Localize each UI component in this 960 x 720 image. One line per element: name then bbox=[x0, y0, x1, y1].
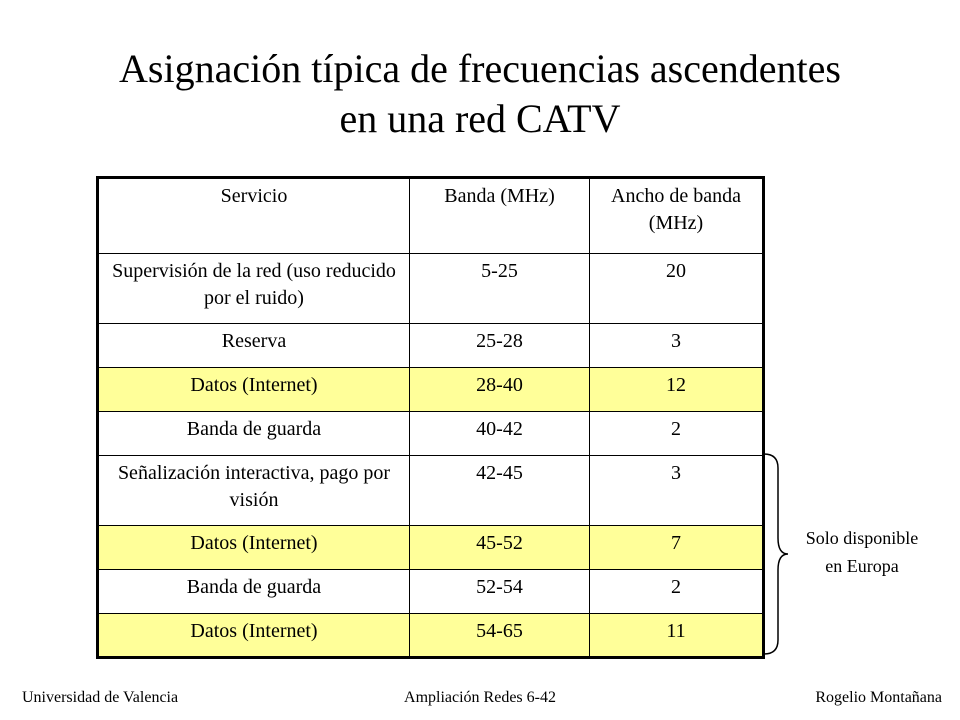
footer-author: Rogelio Montañana bbox=[815, 689, 942, 706]
cell-servicio: Datos (Internet) bbox=[98, 614, 410, 658]
header-banda: Banda (MHz) bbox=[410, 178, 590, 254]
slide-title-line-1: Asignación típica de frecuencias ascendentes bbox=[119, 46, 841, 91]
europe-only-note bbox=[772, 524, 952, 580]
cell-servicio: Banda de guarda bbox=[98, 570, 410, 614]
header-ancho: Ancho de banda (MHz) bbox=[590, 178, 764, 254]
cell-ancho: 11 bbox=[590, 614, 764, 658]
cell-servicio: Supervisión de la red (uso reducido por el ruido) bbox=[98, 254, 410, 324]
frequency-allocation-table bbox=[96, 176, 765, 659]
cell-servicio: Datos (Internet) bbox=[98, 368, 410, 412]
cell-banda: 28-40 bbox=[410, 368, 590, 412]
slide-title-line-2: en una red CATV bbox=[339, 96, 621, 141]
cell-ancho: 2 bbox=[590, 570, 764, 614]
table-row-highlighted bbox=[98, 368, 764, 412]
cell-ancho: 3 bbox=[590, 324, 764, 368]
cell-banda: 54-65 bbox=[410, 614, 590, 658]
cell-ancho: 3 bbox=[590, 456, 764, 526]
cell-servicio: Datos (Internet) bbox=[98, 526, 410, 570]
slide-title bbox=[0, 44, 960, 144]
footer-institution: Universidad de Valencia bbox=[22, 689, 179, 706]
table-row bbox=[98, 412, 764, 456]
table-row bbox=[98, 456, 764, 526]
cell-servicio: Banda de guarda bbox=[98, 412, 410, 456]
table-row bbox=[98, 324, 764, 368]
table-header-row bbox=[98, 178, 764, 254]
cell-banda: 40-42 bbox=[410, 412, 590, 456]
table-row bbox=[98, 254, 764, 324]
cell-ancho: 2 bbox=[590, 412, 764, 456]
cell-ancho: 12 bbox=[590, 368, 764, 412]
table-row-highlighted bbox=[98, 526, 764, 570]
table-row-highlighted bbox=[98, 614, 764, 658]
cell-ancho: 20 bbox=[590, 254, 764, 324]
footer-slide-number: Ampliación Redes 6-42 bbox=[404, 689, 556, 706]
cell-banda: 45-52 bbox=[410, 526, 590, 570]
table-row bbox=[98, 570, 764, 614]
cell-servicio: Señalización interactiva, pago por visión bbox=[98, 456, 410, 526]
cell-banda: 5-25 bbox=[410, 254, 590, 324]
note-line-2: en Europa bbox=[825, 556, 899, 576]
cell-banda: 42-45 bbox=[410, 456, 590, 526]
cell-servicio: Reserva bbox=[98, 324, 410, 368]
cell-banda: 52-54 bbox=[410, 570, 590, 614]
header-servicio: Servicio bbox=[98, 178, 410, 254]
note-line-1: Solo disponible bbox=[805, 528, 919, 548]
cell-ancho: 7 bbox=[590, 526, 764, 570]
cell-banda: 25-28 bbox=[410, 324, 590, 368]
